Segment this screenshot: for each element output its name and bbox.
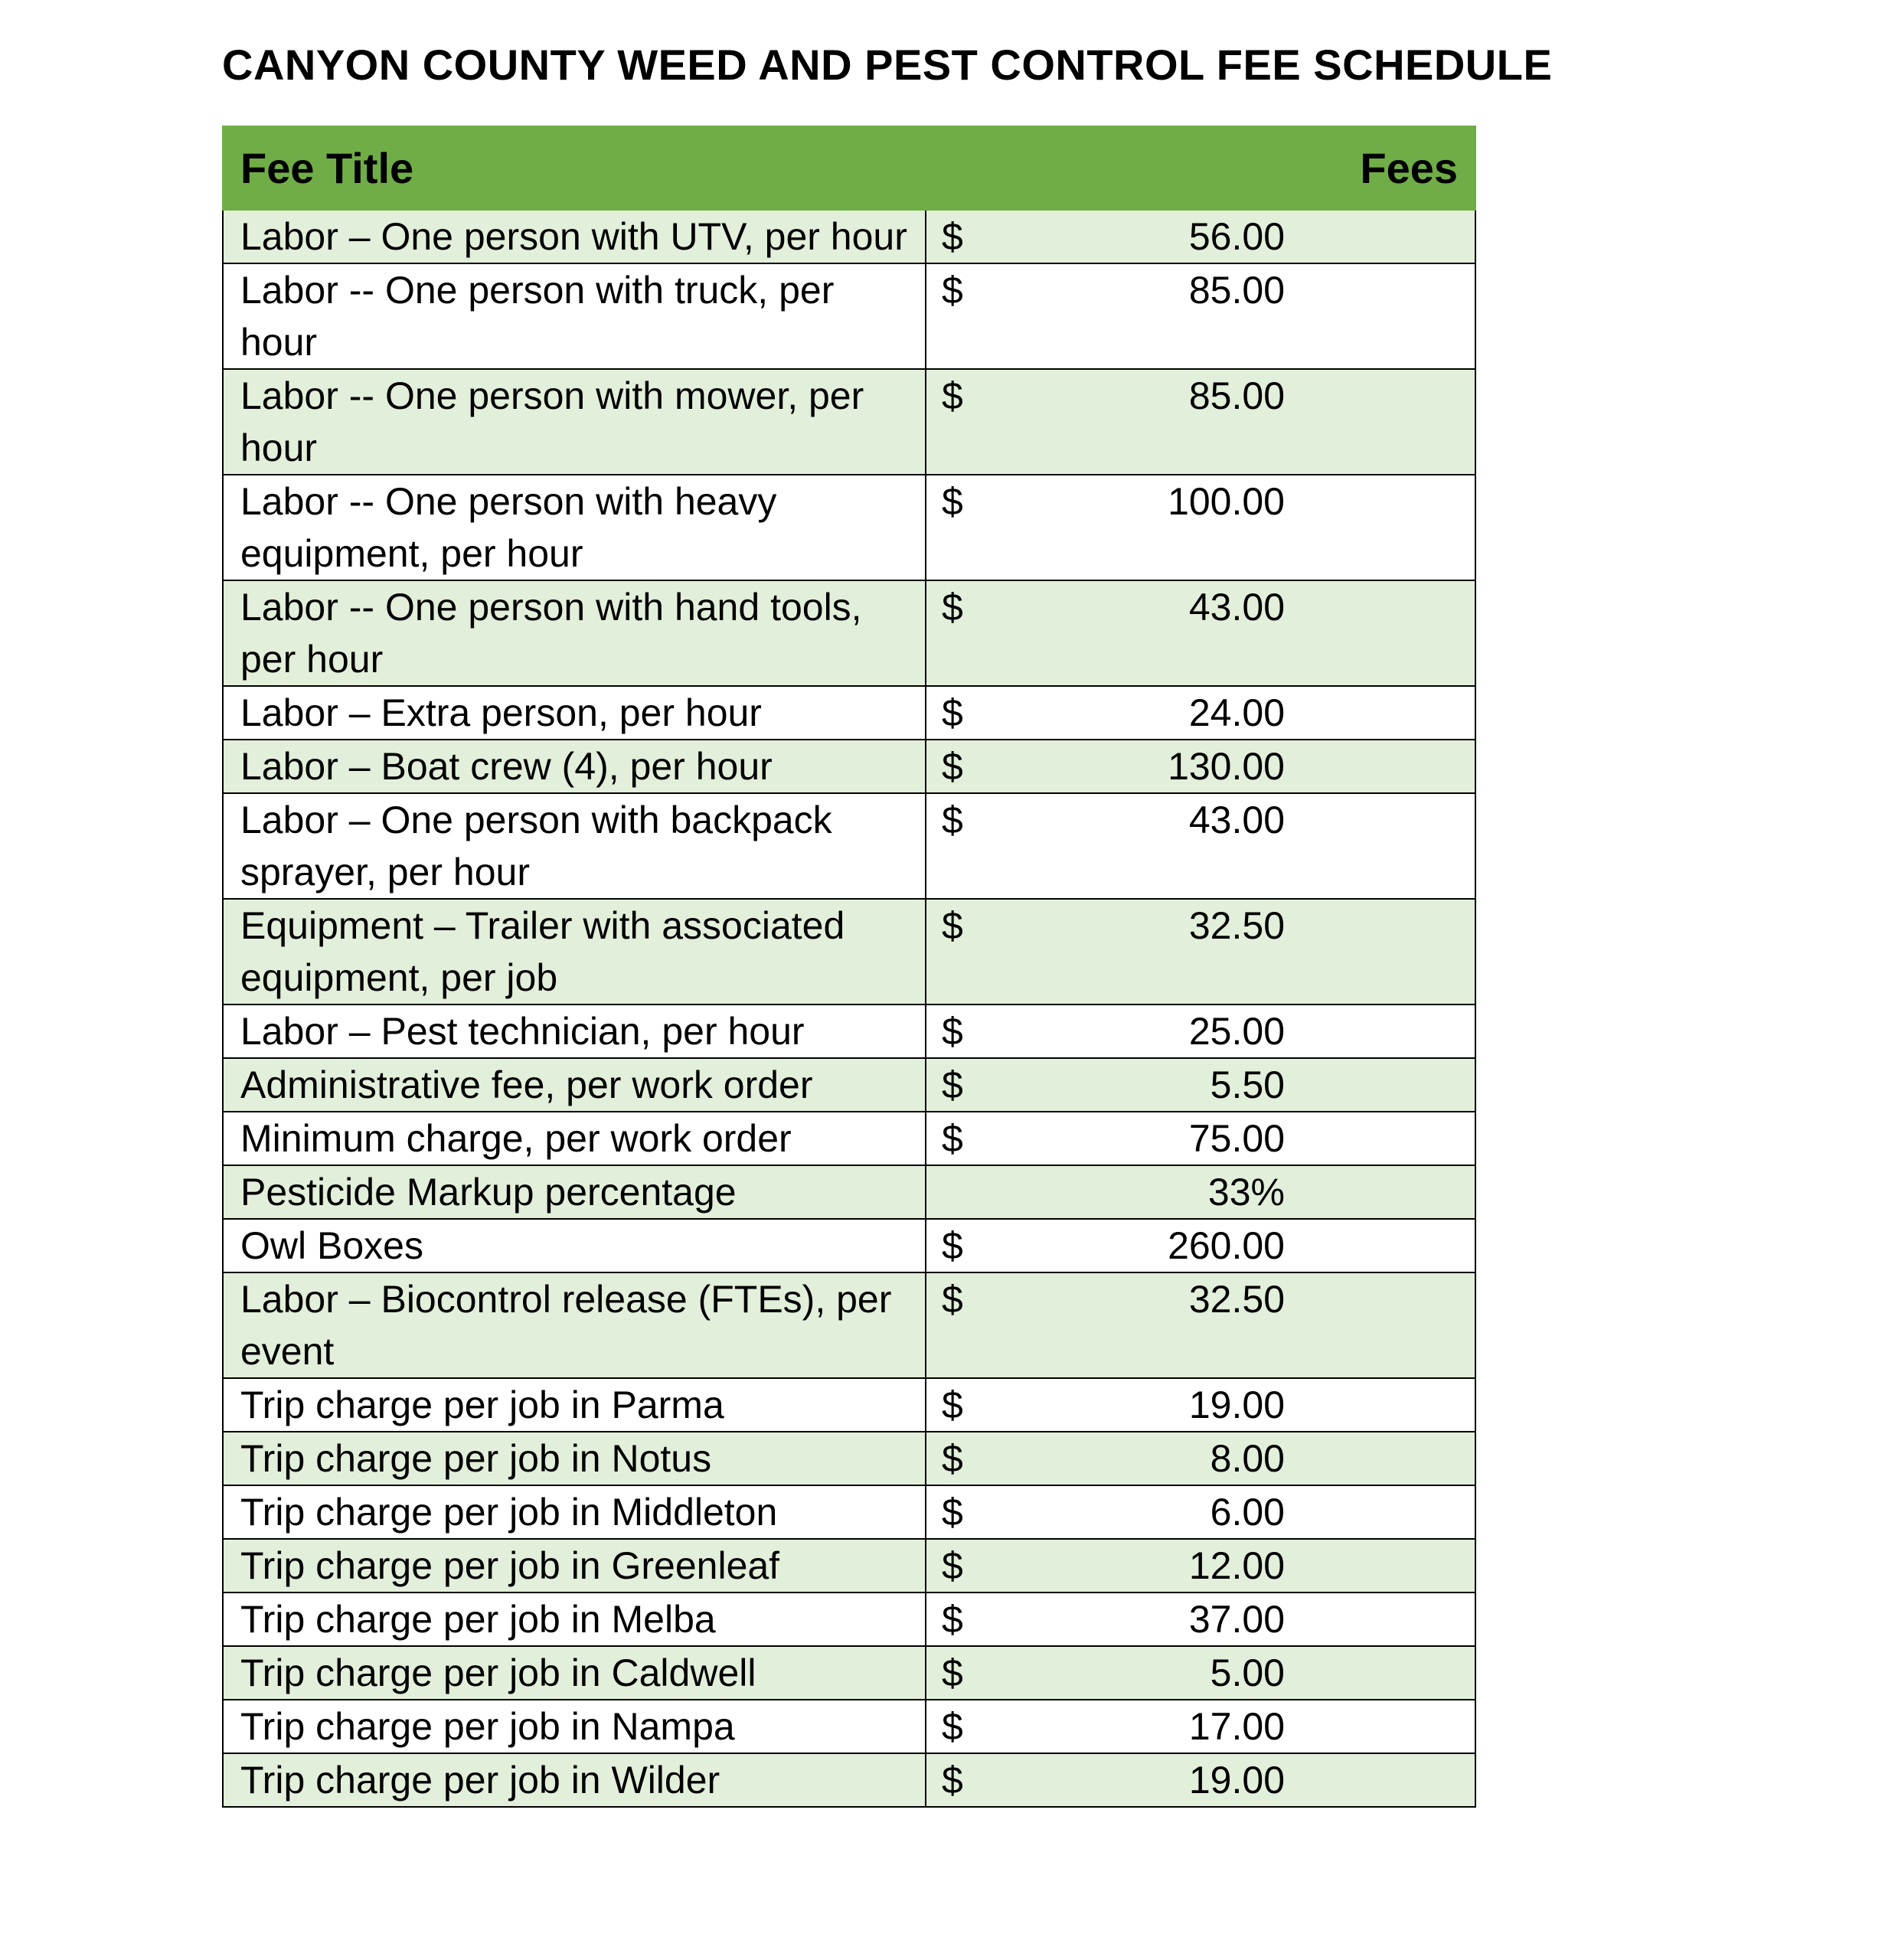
fee-amount: 5.50 [1210,1063,1285,1106]
fee-amount: 43.00 [1188,799,1285,841]
fee-amount: 85.00 [1188,374,1285,417]
fee-amount: 12.00 [1188,1544,1285,1587]
currency-symbol: $ [942,269,963,312]
fee-amount: 130.00 [1168,745,1285,788]
fee-amount-cell [926,1539,1475,1592]
table-row [223,1219,1475,1272]
table-row [223,1058,1475,1112]
currency-symbol: $ [942,1759,963,1802]
table-row [223,1004,1475,1058]
fee-amount-cell [926,263,1475,369]
fee-amount: 37.00 [1188,1598,1285,1641]
fee-title-cell: Trip charge per job in Notus [223,1432,926,1485]
fee-amount: 85.00 [1188,269,1285,312]
currency-symbol: $ [942,1010,963,1053]
fee-title-cell: Labor – Pest technician, per hour [223,1004,926,1058]
fee-title-cell: Labor – One person with UTV, per hour [223,210,926,263]
currency-symbol: $ [942,1491,963,1534]
currency-symbol: $ [942,1224,963,1267]
currency-symbol: $ [942,215,963,258]
fee-amount-cell [926,1165,1475,1219]
table-row [223,475,1475,580]
table-row [223,263,1475,369]
fee-title-cell: Trip charge per job in Greenleaf [223,1539,926,1592]
currency-symbol: $ [942,374,963,417]
fee-title-header: Fee Title [240,144,414,192]
fee-title-cell: Trip charge per job in Nampa [223,1700,926,1753]
fee-title-cell: Labor -- One person with hand tools, per hour [223,580,926,686]
fee-title-cell: Trip charge per job in Parma [223,1378,926,1432]
fee-amount: 19.00 [1188,1383,1285,1426]
fee-title-cell: Trip charge per job in Middleton [223,1485,926,1539]
fee-amount-cell [926,1432,1475,1485]
table-row [223,1753,1475,1807]
fee-title-cell: Trip charge per job in Melba [223,1592,926,1646]
fee-title-cell: Labor -- One person with heavy equipment, per hour [223,475,926,580]
fees-header: Fees [1360,144,1458,192]
table-row [223,1112,1475,1165]
fee-title-cell: Labor -- One person with mower, per hour [223,369,926,475]
currency-symbol: $ [942,480,963,523]
fee-amount-cell [926,1646,1475,1700]
fee-title-cell: Administrative fee, per work order [223,1058,926,1112]
fee-amount-cell [926,1219,1475,1272]
fee-amount-cell [926,1485,1475,1539]
table-header-row [223,126,1475,210]
currency-symbol: $ [942,1063,963,1106]
fee-amount: 5.00 [1210,1651,1285,1694]
fee-amount-cell [926,210,1475,263]
fee-title-cell: Labor – Boat crew (4), per hour [223,740,926,793]
fee-amount-cell [926,899,1475,1004]
fee-amount: 8.00 [1210,1437,1285,1480]
fee-amount-cell [926,793,1475,899]
currency-symbol: $ [942,799,963,841]
fee-title-cell: Owl Boxes [223,1219,926,1272]
fee-amount: 43.00 [1188,586,1285,629]
fee-amount: 19.00 [1188,1759,1285,1802]
fee-title-cell: Labor – Biocontrol release (FTEs), per event [223,1272,926,1378]
currency-symbol: $ [942,1651,963,1694]
fee-title-cell: Pesticide Markup percentage [223,1165,926,1219]
fee-amount: 100.00 [1168,480,1285,523]
currency-symbol: $ [942,1705,963,1748]
fee-amount: 75.00 [1188,1117,1285,1160]
fee-amount-cell [926,1700,1475,1753]
fee-amount: 33% [1207,1171,1285,1214]
currency-symbol: $ [942,586,963,629]
fee-amount-cell [926,740,1475,793]
table-row [223,1165,1475,1219]
fee-amount-cell [926,1592,1475,1646]
fee-amount-cell [926,580,1475,686]
currency-symbol: $ [942,904,963,947]
fee-amount-cell [926,1004,1475,1058]
fee-amount-cell [926,1112,1475,1165]
table-row [223,580,1475,686]
fee-title-cell: Labor – Extra person, per hour [223,686,926,740]
fee-amount-cell [926,1753,1475,1807]
fee-amount-cell [926,686,1475,740]
fee-title-cell: Trip charge per job in Caldwell [223,1646,926,1700]
fee-title-cell: Equipment – Trailer with associated equipment, per job [223,899,926,1004]
table-row [223,1432,1475,1485]
fee-schedule-table [222,126,1476,1808]
table-row [223,686,1475,740]
fee-title-cell: Trip charge per job in Wilder [223,1753,926,1807]
fee-amount-cell [926,1272,1475,1378]
currency-symbol: $ [942,1544,963,1587]
table-row [223,1272,1475,1378]
fee-amount-cell [926,1058,1475,1112]
table-row [223,1539,1475,1592]
page-title: CANYON COUNTY WEED AND PEST CONTROL FEE SCHEDULE [222,41,1553,89]
fee-amount: 6.00 [1210,1491,1285,1534]
currency-symbol: $ [942,1437,963,1480]
fee-amount-cell [926,1378,1475,1432]
currency-symbol: $ [942,1117,963,1160]
table-row [223,1700,1475,1753]
table-row [223,369,1475,475]
fee-amount: 260.00 [1168,1224,1285,1267]
fee-title-cell: Minimum charge, per work order [223,1112,926,1165]
currency-symbol: $ [942,745,963,788]
currency-symbol: $ [942,1598,963,1641]
fee-amount-cell [926,369,1475,475]
table-row [223,793,1475,899]
fee-amount-cell [926,475,1475,580]
table-row [223,899,1475,1004]
fee-amount: 17.00 [1188,1705,1285,1748]
table-row [223,210,1475,263]
fee-amount: 24.00 [1188,691,1285,734]
fee-title-cell: Labor – One person with backpack sprayer, per hour [223,793,926,899]
fee-amount: 56.00 [1188,215,1285,258]
table-row [223,1378,1475,1432]
table-body [223,210,1475,1807]
currency-symbol: $ [942,1278,963,1321]
currency-symbol: $ [942,1383,963,1426]
fee-amount: 32.50 [1188,904,1285,947]
fee-amount: 25.00 [1188,1010,1285,1053]
fee-amount: 32.50 [1188,1278,1285,1321]
table-row [223,740,1475,793]
fee-title-cell: Labor -- One person with truck, per hour [223,263,926,369]
table-row [223,1592,1475,1646]
table-header [223,126,1475,210]
table-row [223,1646,1475,1700]
currency-symbol: $ [942,691,963,734]
table-row [223,1485,1475,1539]
